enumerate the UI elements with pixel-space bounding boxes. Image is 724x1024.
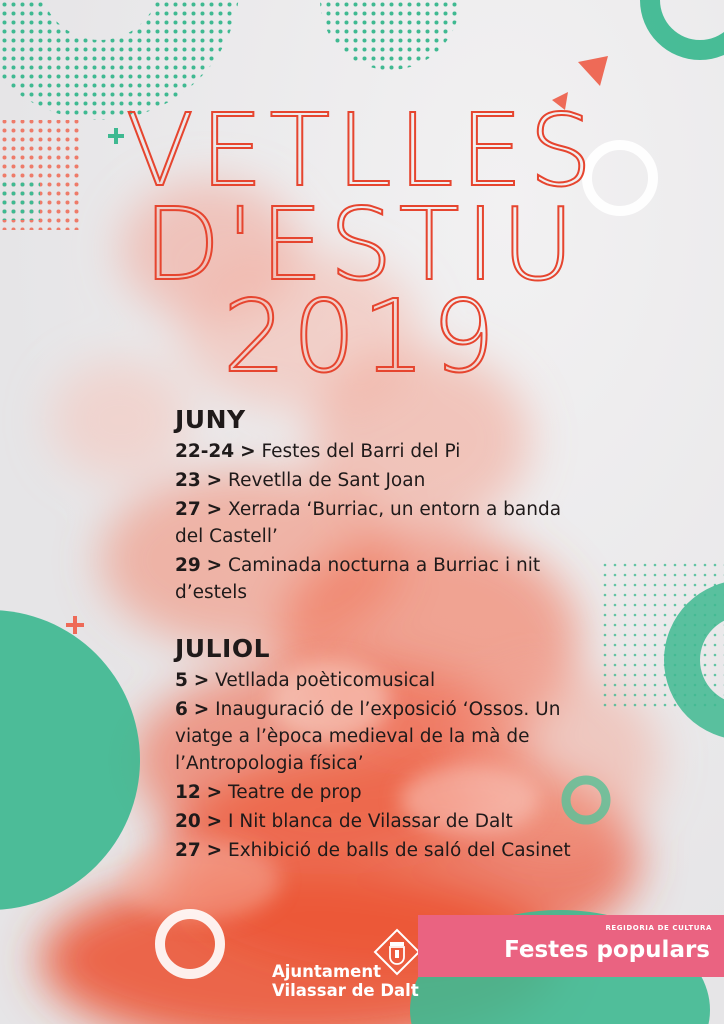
separator: > [206,555,223,576]
event-item [175,552,595,606]
event-text: Revetlla de Sant Joan [228,470,426,491]
event-text: Teatre de prop [228,782,362,803]
festes-populars-label: Festes populars [504,937,710,963]
brand-line-2: Vilassar de Dalt [272,981,419,1000]
separator: > [206,470,223,491]
separator: > [206,782,223,803]
separator: > [193,699,210,720]
separator: > [206,499,223,520]
event-item [175,496,595,550]
event-text: Inauguració de l’exposició ‘Ossos. Un viatge a l’època medieval de la mà de l’Antropologia física’ [175,699,561,774]
event-date: 12 [175,782,201,803]
festes-banner [418,915,724,977]
event-item [175,808,595,835]
month-heading-juliol: JULIOL [175,634,271,663]
separator: > [240,441,256,462]
event-text: I Nit blanca de Vilassar de Dalt [228,811,513,832]
event-date: 27 [175,499,201,520]
event-date: 6 [175,699,188,720]
event-item [175,467,595,494]
brand-line-1: Ajuntament [272,962,381,981]
event-date: 23 [175,470,201,491]
month-heading-juny: JUNY [175,405,246,434]
title-line-1: VETLLES [125,92,599,209]
program-list [175,405,595,866]
event-item [175,667,595,694]
event-item [175,779,595,806]
dots-pattern-icon [320,0,460,70]
separator: > [206,811,223,832]
regidoria-label: REGIDORIA DE CULTURA [605,924,712,932]
triangle-icon [578,56,608,86]
event-item [175,837,595,864]
event-date: 20 [175,811,201,832]
title-line-3: 2019 [222,278,502,395]
plus-icon [66,616,84,634]
event-text: Xerrada ‘Burriac, un entorn a banda del Castell’ [175,499,562,547]
event-text: Festes del Barri del Pi [261,441,461,462]
event-item [175,696,595,777]
event-text: Exhibició de balls de saló del Casinet [228,840,571,861]
event-date: 22-24 [175,441,235,462]
event-item [175,438,595,465]
event-date: 5 [175,670,188,691]
green-circle [0,610,140,910]
event-date: 29 [175,555,201,576]
title-line-2: D'ESTIU [143,186,581,303]
ajuntament-brand [272,962,419,1000]
ring-icon [640,0,724,60]
event-text: Vetllada poèticomusical [215,670,436,691]
separator: > [193,670,210,691]
event-text: Caminada nocturna a Burriac i nit d’estels [175,555,541,603]
event-date: 27 [175,840,201,861]
separator: > [206,840,223,861]
